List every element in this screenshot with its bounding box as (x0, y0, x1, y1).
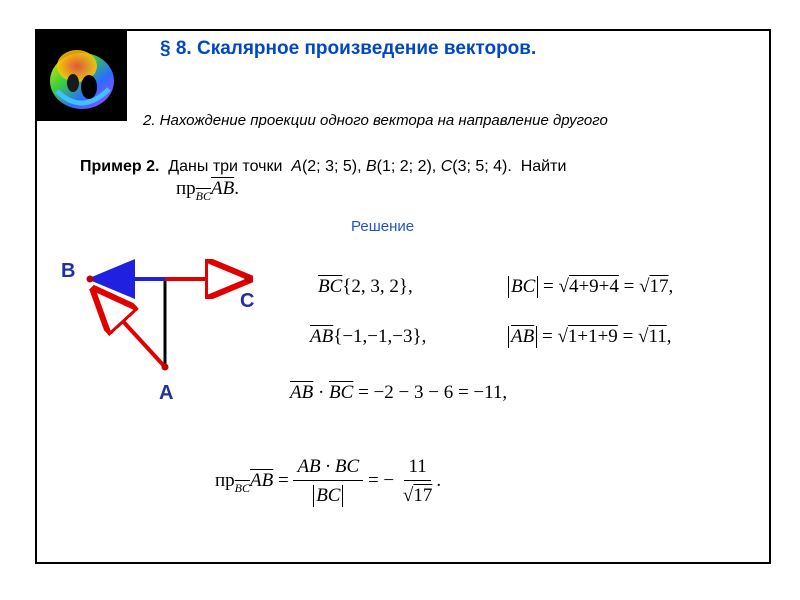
ab-len-eq2: = (622, 326, 634, 347)
point-b-name: B (365, 158, 377, 175)
find-expression (176, 178, 239, 204)
label-c: C (240, 290, 255, 312)
bc-coords: {2, 3, 2}, (342, 276, 413, 297)
proj-prefix: пр (215, 469, 235, 491)
task-statement (80, 158, 566, 176)
bc-len-eq2: = (623, 276, 635, 297)
torus-logo-icon (37, 31, 127, 121)
proj-fraction-result (399, 456, 436, 507)
page-title: § 8. Скалярное произведение векторов. (160, 38, 537, 59)
point-a-coords: (2; 3; 5), (301, 158, 362, 175)
example-label: Пример 2. (80, 158, 160, 175)
ab-vector-symbol: $\overline{AB}$ (310, 326, 334, 347)
point-a-dot (162, 364, 169, 371)
point-c-name: C (440, 158, 453, 175)
proj-sub: BC (234, 480, 251, 495)
point-a-name: A (291, 158, 302, 175)
proj-vector: $\overline{AB}$ (250, 469, 274, 491)
bc-len-rad1: 4+9+4 (568, 276, 619, 297)
solution-heading: Решение (351, 218, 415, 235)
logo-image (37, 31, 127, 121)
proj-denominator: BC (316, 485, 341, 506)
point-c-coords: (3; 5; 4). (452, 158, 512, 175)
bc-vector-symbol: $\overline{BC}$ (318, 276, 343, 297)
proj-end: . (436, 469, 442, 491)
task-text: Даны три точки (168, 158, 283, 175)
label-b: B (61, 260, 76, 282)
bc-coordinates (318, 276, 413, 298)
section-subtitle: 2. Нахождение проекции одного вектора на направление другого (143, 112, 608, 129)
task-find: Найти (520, 158, 567, 175)
bc-len-end: , (668, 276, 674, 297)
dot-bc: $\overline{BC}$ (329, 382, 354, 403)
ab-len-end: , (666, 326, 672, 347)
dot-rhs: = −2 − 3 − 6 = −11, (358, 382, 508, 403)
proj-numerator: AB · BC (293, 456, 363, 481)
ab-coords: {−1,−1,−3}, (333, 326, 427, 347)
vector-diagram (55, 255, 275, 415)
ab-length (508, 326, 672, 348)
find-prefix: пр (176, 178, 196, 199)
proj-denominator2: 17 (413, 485, 433, 506)
dot-ab: $\overline{AB}$ (290, 382, 314, 403)
projection-formula (215, 456, 441, 507)
ab-coordinates (310, 326, 426, 348)
proj-eq2: = − (367, 469, 395, 491)
point-b-coords: (1; 2; 2), (376, 158, 437, 175)
proj-eq: = (277, 469, 289, 491)
find-end: . (234, 178, 239, 199)
point-b-dot (87, 276, 94, 283)
dot-product (290, 382, 507, 404)
vector-ab-arrow (97, 293, 165, 367)
bc-len-lhs: BC (511, 276, 536, 297)
dot-operator: · (317, 382, 325, 403)
proj-numerator2: 11 (404, 456, 430, 481)
find-sub: BC (195, 189, 212, 203)
ab-len-eq: = (541, 326, 553, 347)
bc-length (508, 276, 673, 298)
label-a: A (159, 382, 174, 404)
ab-len-rad2: 11 (648, 326, 667, 347)
bc-len-eq: = (543, 276, 554, 297)
point-c-dot (245, 276, 252, 283)
ab-len-lhs: $\overline{AB}$ (511, 326, 535, 347)
find-vector: $\overline{AB}$ (211, 178, 235, 199)
bc-len-rad2: 17 (649, 276, 669, 297)
proj-fraction (293, 456, 363, 507)
ab-len-rad1: 1+1+9 (567, 326, 618, 347)
